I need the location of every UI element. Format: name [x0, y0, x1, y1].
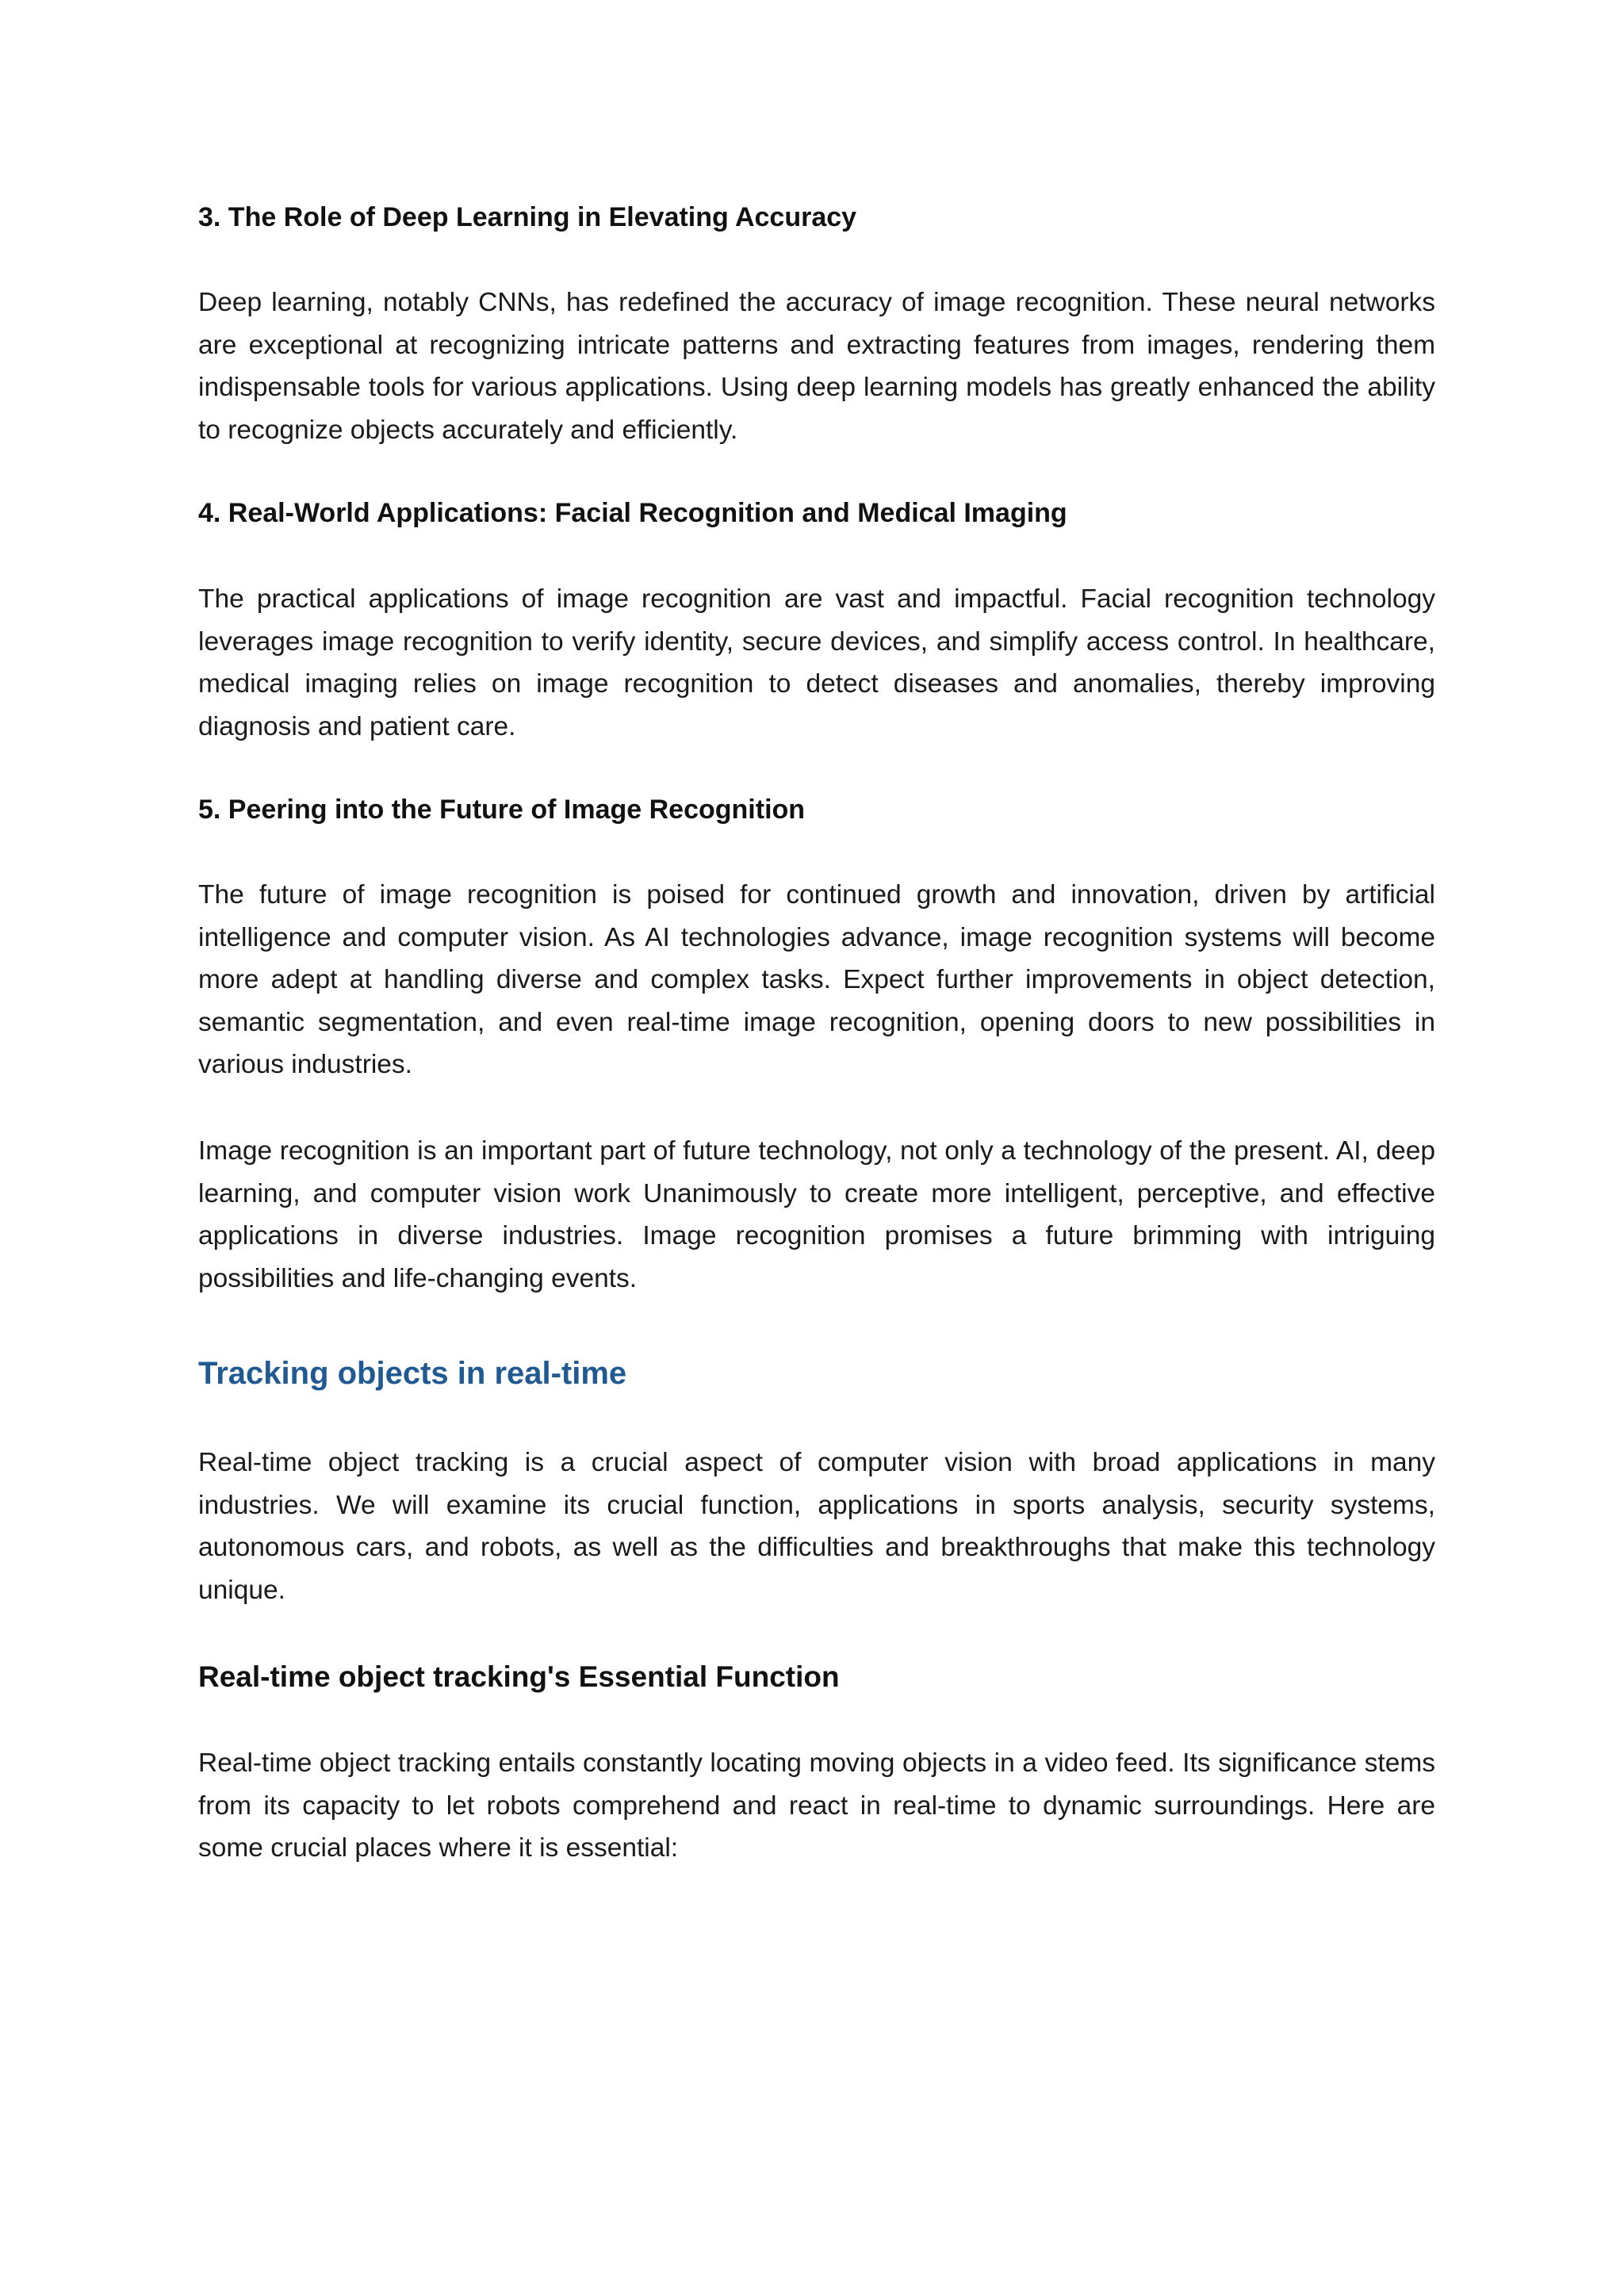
section-4-paragraph: The practical applications of image recognition are vast and impactful. Facial recognition technology leverages image recognition to verify identity, secure devices, and simplify access control. In healthcare, medical imaging relies on image recognition to detect diseases and anomalies, thereby improving diagnosis and patient care.	[198, 584, 1435, 741]
section-3-paragraph: Deep learning, notably CNNs, has redefined the accuracy of image recognition. These neural networks are exceptional at recognizing intricate patterns and extracting features from images, rendering them indispensable tools for various applications. Using deep learning models has greatly enhanced the ability to recognize objects accurately and efficiently.	[198, 288, 1435, 445]
tracking-intro-paragraph: Real-time object tracking is a crucial aspect of computer vision with broad applications in many industries. We will examine its crucial function, applications in sports analysis, security systems, autonomous cars, and robots, as well as the difficulties and breakthroughs that make this technology unique.	[198, 1448, 1435, 1605]
conclusion-paragraph: Image recognition is an important part of future technology, not only a technology of the present. AI, deep learning, and computer vision work Unanimously to create more intelligent, perceptive, and effective applications in diverse industries. Image recognition promises a future brimming with intriguing possibilities and life-changing events.	[198, 1136, 1435, 1293]
section-3-heading: 3. The Role of Deep Learning in Elevating Accuracy	[198, 202, 857, 232]
tracking-body-paragraph: Real-time object tracking entails constantly locating moving objects in a video feed. Its significance stems from its capacity to let robots comprehend and react in real-time to dynamic surroundings. Here are some crucial places where it is essential:	[198, 1748, 1435, 1863]
tracking-subheading: Real-time object tracking's Essential Function	[198, 1660, 840, 1693]
tracking-title: Tracking objects in real-time	[198, 1356, 627, 1391]
section-5-heading: 5. Peering into the Future of Image Recognition	[198, 795, 806, 825]
section-5-paragraph: The future of image recognition is poised for continued growth and innovation, driven by artificial intelligence and computer vision. As AI technologies advance, image recognition systems will become more adept at handling diverse and complex tasks. Expect further improvements in object detection, semantic segmentation, and even real-time image recognition, opening doors to new possibilities in various industries.	[198, 880, 1435, 1079]
section-4-heading: 4. Real-World Applications: Facial Recognition and Medical Imaging	[198, 498, 1067, 528]
